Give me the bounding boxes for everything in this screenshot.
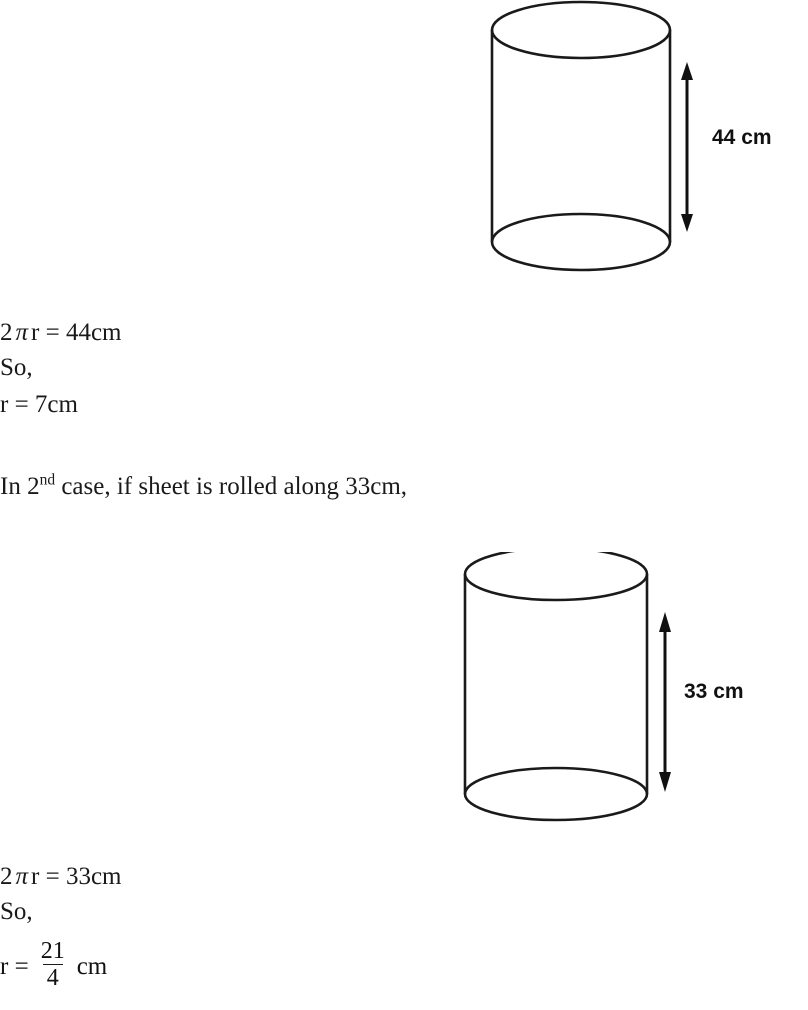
pi-symbol: π <box>15 319 29 346</box>
radius-result-1: r = 7cm <box>0 391 78 418</box>
cylinder-44cm-drawing <box>470 0 700 292</box>
eq2-prefix: 2 <box>0 863 13 890</box>
eq1-prefix: 2 <box>0 319 13 346</box>
radius-unit-2: cm <box>76 952 108 980</box>
equation-2pir-33 <box>0 862 122 892</box>
eq1-suffix: r = 44cm <box>31 319 122 346</box>
ordinal-suffix: nd <box>39 471 56 489</box>
cylinder-figure-33cm <box>450 552 744 842</box>
cylinder-figure-44cm <box>470 0 772 290</box>
so-text-1: So, <box>0 354 33 381</box>
fraction-denominator: 4 <box>43 964 63 991</box>
case-statement-part1: In 2 <box>0 473 40 500</box>
dimension-label-44cm: 44 cm <box>712 126 772 149</box>
case-statement-part2: case, if sheet is rolled along 33cm, <box>55 473 408 500</box>
so-text-2: So, <box>0 898 33 925</box>
equation-2pir-44 <box>0 318 122 348</box>
pi-symbol-2: π <box>15 863 29 890</box>
dimension-label-33cm: 33 cm <box>684 680 744 703</box>
radius-result-2 <box>0 940 107 993</box>
radius-prefix-2: r = <box>0 952 29 980</box>
fraction-21-over-4 <box>37 938 69 991</box>
cylinder-33cm-drawing <box>450 552 690 844</box>
eq2-suffix: r = 33cm <box>31 863 122 890</box>
fraction-numerator: 21 <box>40 938 65 964</box>
case-statement <box>0 472 407 502</box>
